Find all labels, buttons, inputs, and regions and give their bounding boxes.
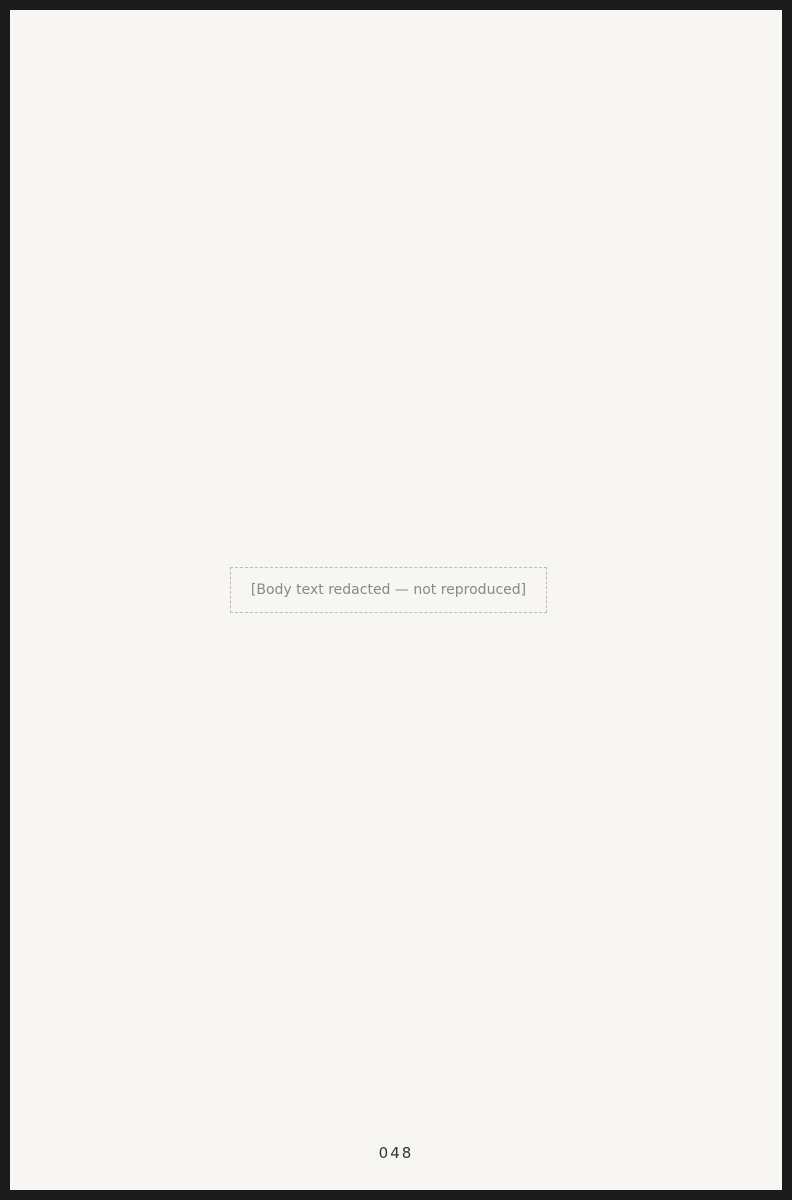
vertical-text-block bbox=[50, 80, 727, 1100]
book-page bbox=[10, 10, 782, 1190]
redaction-placeholder: [Body text redacted — not reproduced] bbox=[230, 567, 547, 613]
page-number: 048 bbox=[378, 1144, 414, 1162]
